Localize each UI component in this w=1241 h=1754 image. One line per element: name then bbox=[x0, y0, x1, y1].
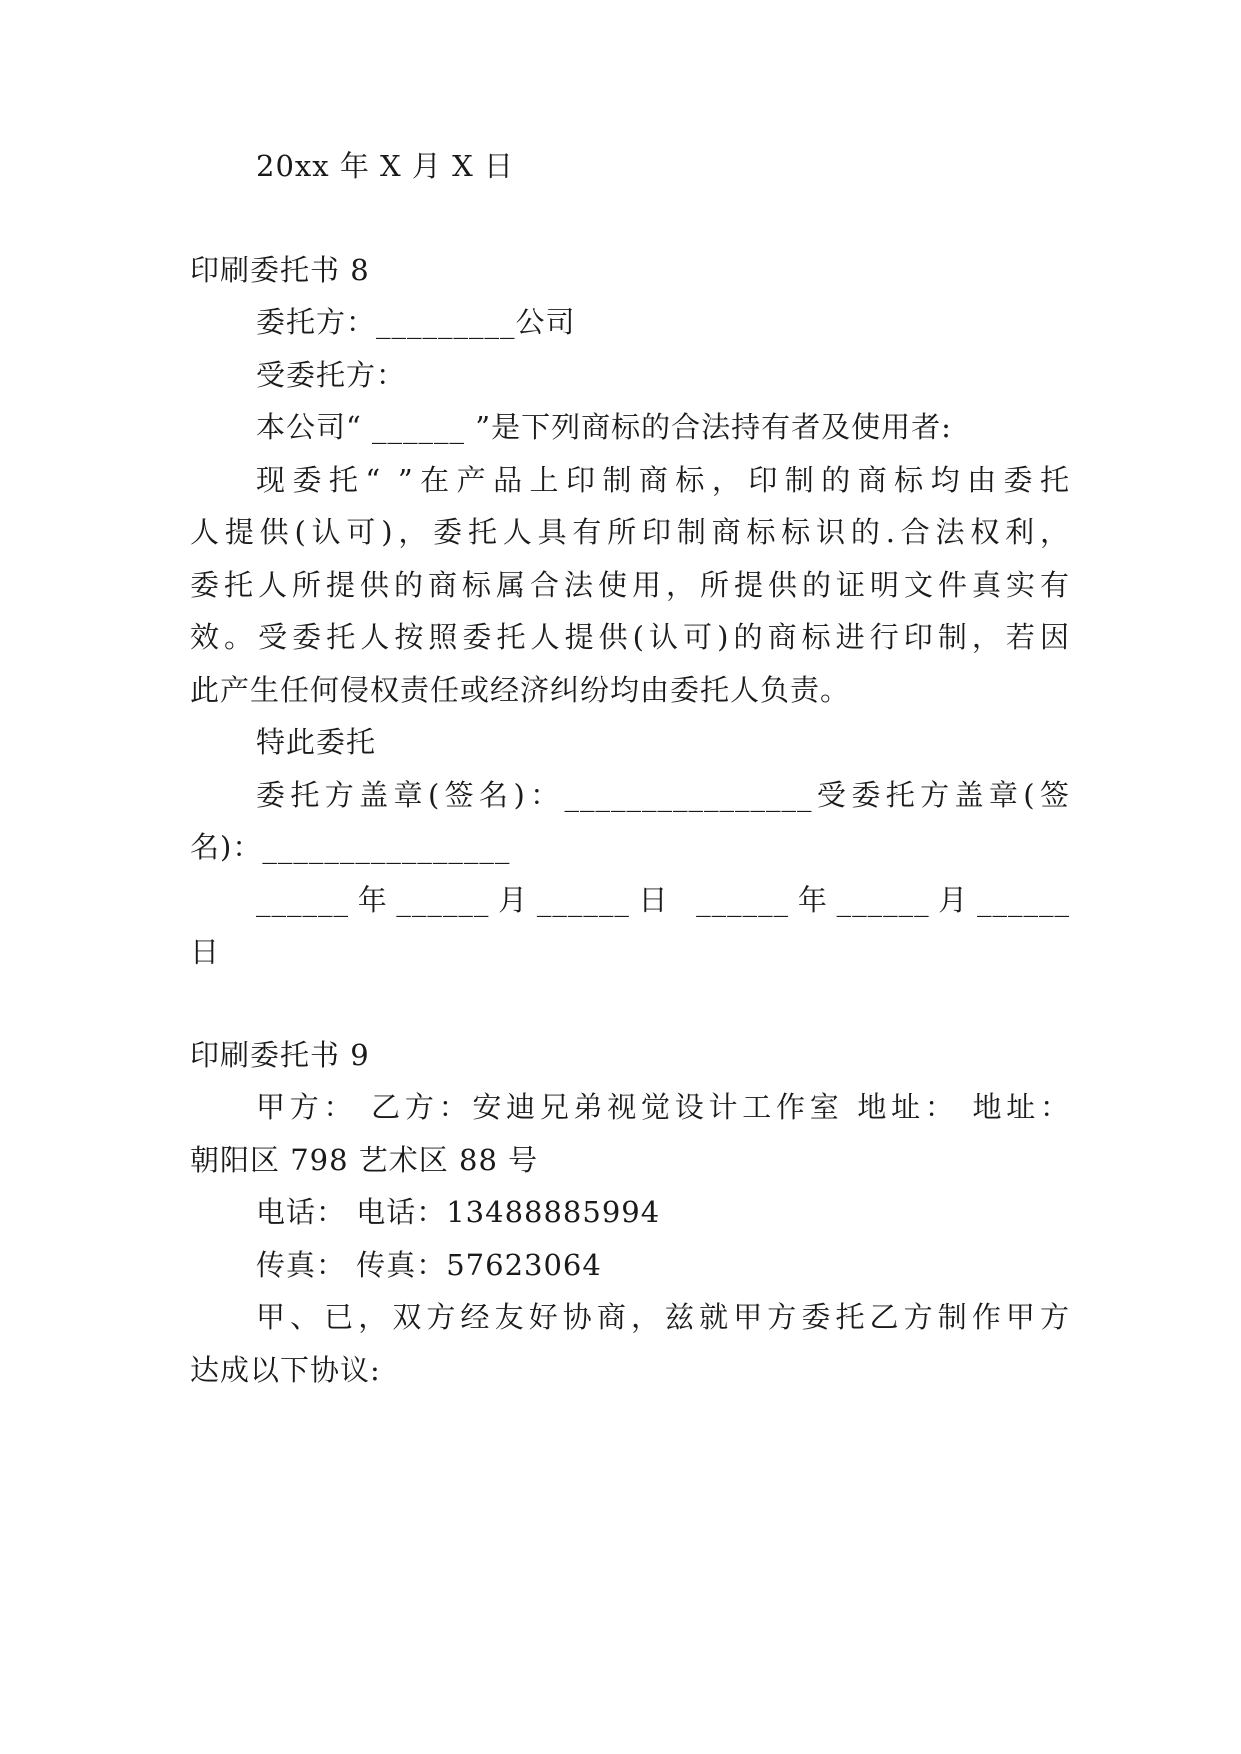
client-line: 委托方：_________公司 bbox=[256, 305, 576, 339]
paragraph-line: 现委托“ ”在产品上印制商标，印制的商标均由委托 bbox=[256, 463, 1070, 497]
party-line: 甲方： 乙方：安迪兄弟视觉设计工作室 地址： 地址： bbox=[256, 1090, 1070, 1124]
date-fill-line: 日 bbox=[190, 935, 221, 969]
closing-line: 特此委托 bbox=[256, 725, 377, 759]
paragraph-line: 效。受委托人按照委托人提供(认可)的商标进行印制，若因 bbox=[190, 620, 1070, 654]
paragraph-line: 委托人所提供的商标属合法使用，所提供的证明文件真实有 bbox=[190, 568, 1070, 602]
signature-line: 名)：________________ bbox=[190, 830, 511, 864]
signature-line: 委托方盖章(签名)：________________受委托方盖章(签 bbox=[256, 778, 1070, 812]
section-9-title: 印刷委托书 9 bbox=[190, 1038, 370, 1072]
trustee-line: 受委托方： bbox=[256, 358, 407, 392]
statement-line: 本公司“ ______ ”是下列商标的合法持有者及使用者: bbox=[256, 410, 952, 444]
agreement-line: 达成以下协议: bbox=[190, 1353, 381, 1387]
section-8-title: 印刷委托书 8 bbox=[190, 253, 370, 287]
fax-line: 传真： 传真：57623064 bbox=[256, 1248, 602, 1282]
phone-line: 电话： 电话：13488885994 bbox=[256, 1195, 661, 1229]
paragraph-line: 人提供(认可)，委托人具有所印制商标标识的.合法权利， bbox=[190, 515, 1070, 549]
date-fill-line: ______年______月______日 ______年______月______ bbox=[256, 883, 1070, 917]
paragraph-line: 此产生任何侵权责任或经济纠纷均由委托人负责。 bbox=[190, 673, 851, 707]
agreement-line: 甲、已，双方经友好协商，兹就甲方委托乙方制作甲方 bbox=[256, 1300, 1070, 1334]
date-line: 20xx 年 X 月 X 日 bbox=[256, 149, 514, 183]
party-line: 朝阳区 798 艺术区 88 号 bbox=[190, 1143, 539, 1177]
